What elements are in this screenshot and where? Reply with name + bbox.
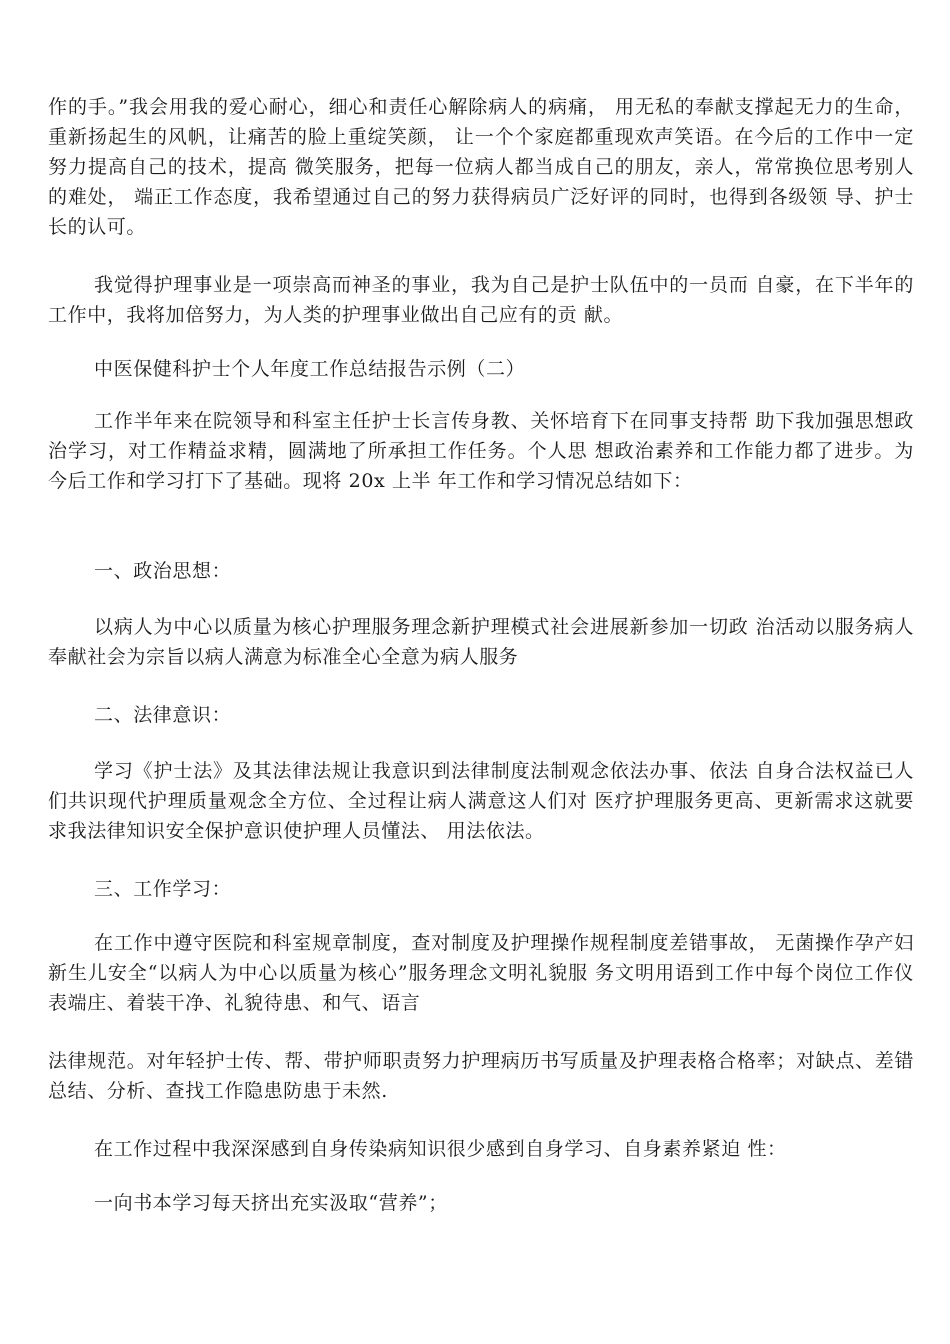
section-heading: 三、工作学习： [94,878,232,900]
section-title: 中医保健科护士个人年度工作总结报告示例（二） [94,358,526,380]
paragraph: 以病人为中心以质量为核心护理服务理念新护理模式社会进展新参加一切政 治活动以服务病人奉献社会为宗旨以病人满意为标准全心全意为病人服务 [48,616,914,668]
paragraph: 作的手。”我会用我的爱心耐心，细心和责任心解除病人的病痛， 用无私的奉献支撑起无力的生命，重新扬起生的风帆，让痛苦的脸上重绽笑颜， 让一个个家庭都重现欢声笑语。在今后的工作中一定努力提高自己的技术，提高 微笑服务，把每一位病人都当成自己的朋友，亲人，常常换位思考别人的难处， 端正工作态度，我希望通过自己的努力获得病员广泛好评的同时，也得到各级领 导、护士长的认可。 [48,96,914,238]
paragraph: 学习《护士法》及其法律法规让我意识到法律制度法制观念依法办事、依法 自身合法权益已人们共识现代护理质量观念全方位、全过程让病人满意这人们对 医疗护理服务更高、更新需求这就要求我法律知识安全保护意识使护理人员懂法、 用法依法。 [48,760,914,842]
paragraph: 工作半年来在院领导和科室主任护士长言传身教、关怀培育下在同事支持帮 助下我加强思想政治学习，对工作精益求精，圆满地了所承担工作任务。个人思 想政治素养和工作能力都了进步。为今后工作和学习打下了基础。现将 20x 上半 年工作和学习情况总结如下： [48,410,914,492]
section-heading: 二、法律意识： [94,704,232,726]
section-heading: 一、政治思想： [94,560,232,582]
paragraph: 我觉得护理事业是一项崇高而神圣的事业，我为自己是护士队伍中的一员而 自豪，在下半年的工作中，我将加倍努力，为人类的护理事业做出自己应有的贡 献。 [48,274,914,326]
paragraph: 在工作中遵守医院和科室规章制度，查对制度及护理操作规程制度差错事故， 无菌操作孕产妇新生儿安全“以病人为中心以质量为核心”服务理念文明礼貌服 务文明用语到工作中每个岗位工作仪表端庄、着装干净、礼貌待患、和气、语言 [48,932,914,1014]
paragraph: 一向书本学习每天挤出充实汲取“营养”； [94,1192,448,1214]
paragraph: 在工作过程中我深深感到自身传染病知识很少感到自身学习、自身素养紧迫 性： [94,1138,787,1160]
paragraph: 法律规范。对年轻护士传、帮、带护师职责努力护理病历书写质量及护理表格合格率；对缺点、差错总结、分析、查找工作隐患防患于未然. [48,1050,914,1102]
